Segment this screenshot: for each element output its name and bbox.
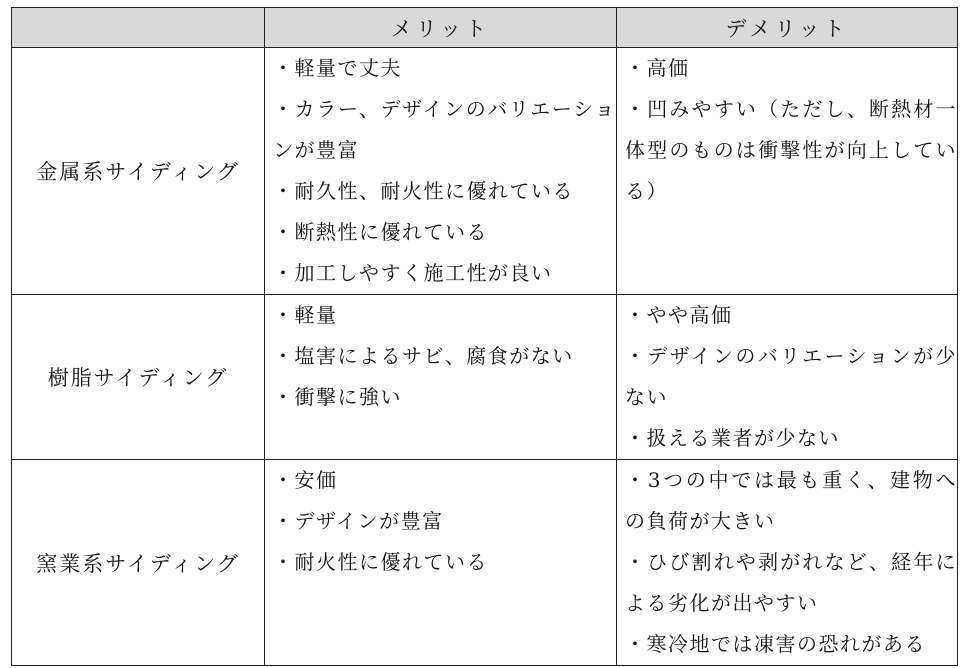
- merits-cell: [265, 460, 617, 666]
- header-merit: メリット: [265, 8, 617, 48]
- list-item: ・カラー、デザインのバリエーションが豊富: [273, 97, 616, 162]
- list-item: ・デザインが豊富: [273, 509, 444, 533]
- table-row: [12, 48, 958, 295]
- list-item: ・耐火性に優れている: [273, 550, 488, 574]
- list-item: ・ひび割れや剥がれなど、経年による劣化が出やすい: [625, 550, 957, 615]
- list-item: ・断熱性に優れている: [273, 220, 488, 244]
- row-label-metal-siding: 金属系サイディング: [12, 48, 265, 295]
- demerits-cell: [617, 295, 958, 460]
- list-item: ・衝撃に強い: [273, 385, 402, 409]
- list-item: ・塩害によるサビ、腐食がない: [273, 344, 574, 368]
- header-demerit: デメリット: [617, 8, 958, 48]
- list-item: ・3つの中では最も重く、建物への負荷が大きい: [625, 468, 957, 533]
- list-item: ・デザインのバリエーションが少ない: [625, 344, 957, 409]
- header-blank-cell: [12, 8, 265, 48]
- row-label-ceramic-siding: 窯業系サイディング: [12, 460, 265, 666]
- list-item: ・高価: [625, 56, 690, 80]
- row-label-resin-siding: 樹脂サイディング: [12, 295, 265, 460]
- table-row: [12, 295, 958, 460]
- list-item: ・加工しやすく施工性が良い: [273, 261, 553, 285]
- table-row: [12, 460, 958, 666]
- merits-cell: [265, 48, 617, 295]
- list-item: ・安価: [273, 468, 338, 492]
- demerits-cell: [617, 460, 958, 666]
- list-item: ・凹みやすい（ただし、断熱材一体型のものは衝撃性が向上している）: [625, 97, 957, 203]
- list-item: ・軽量で丈夫: [273, 56, 402, 80]
- list-item: ・やや高価: [625, 303, 733, 327]
- siding-comparison-table: [11, 7, 958, 666]
- list-item: ・扱える業者が少ない: [625, 426, 840, 450]
- demerits-cell: [617, 48, 958, 295]
- merits-cell: [265, 295, 617, 460]
- list-item: ・耐久性、耐火性に優れている: [273, 179, 574, 203]
- table-header-row: [12, 8, 958, 48]
- list-item: ・軽量: [273, 303, 338, 327]
- list-item: ・寒冷地では凍害の恐れがある: [625, 632, 926, 656]
